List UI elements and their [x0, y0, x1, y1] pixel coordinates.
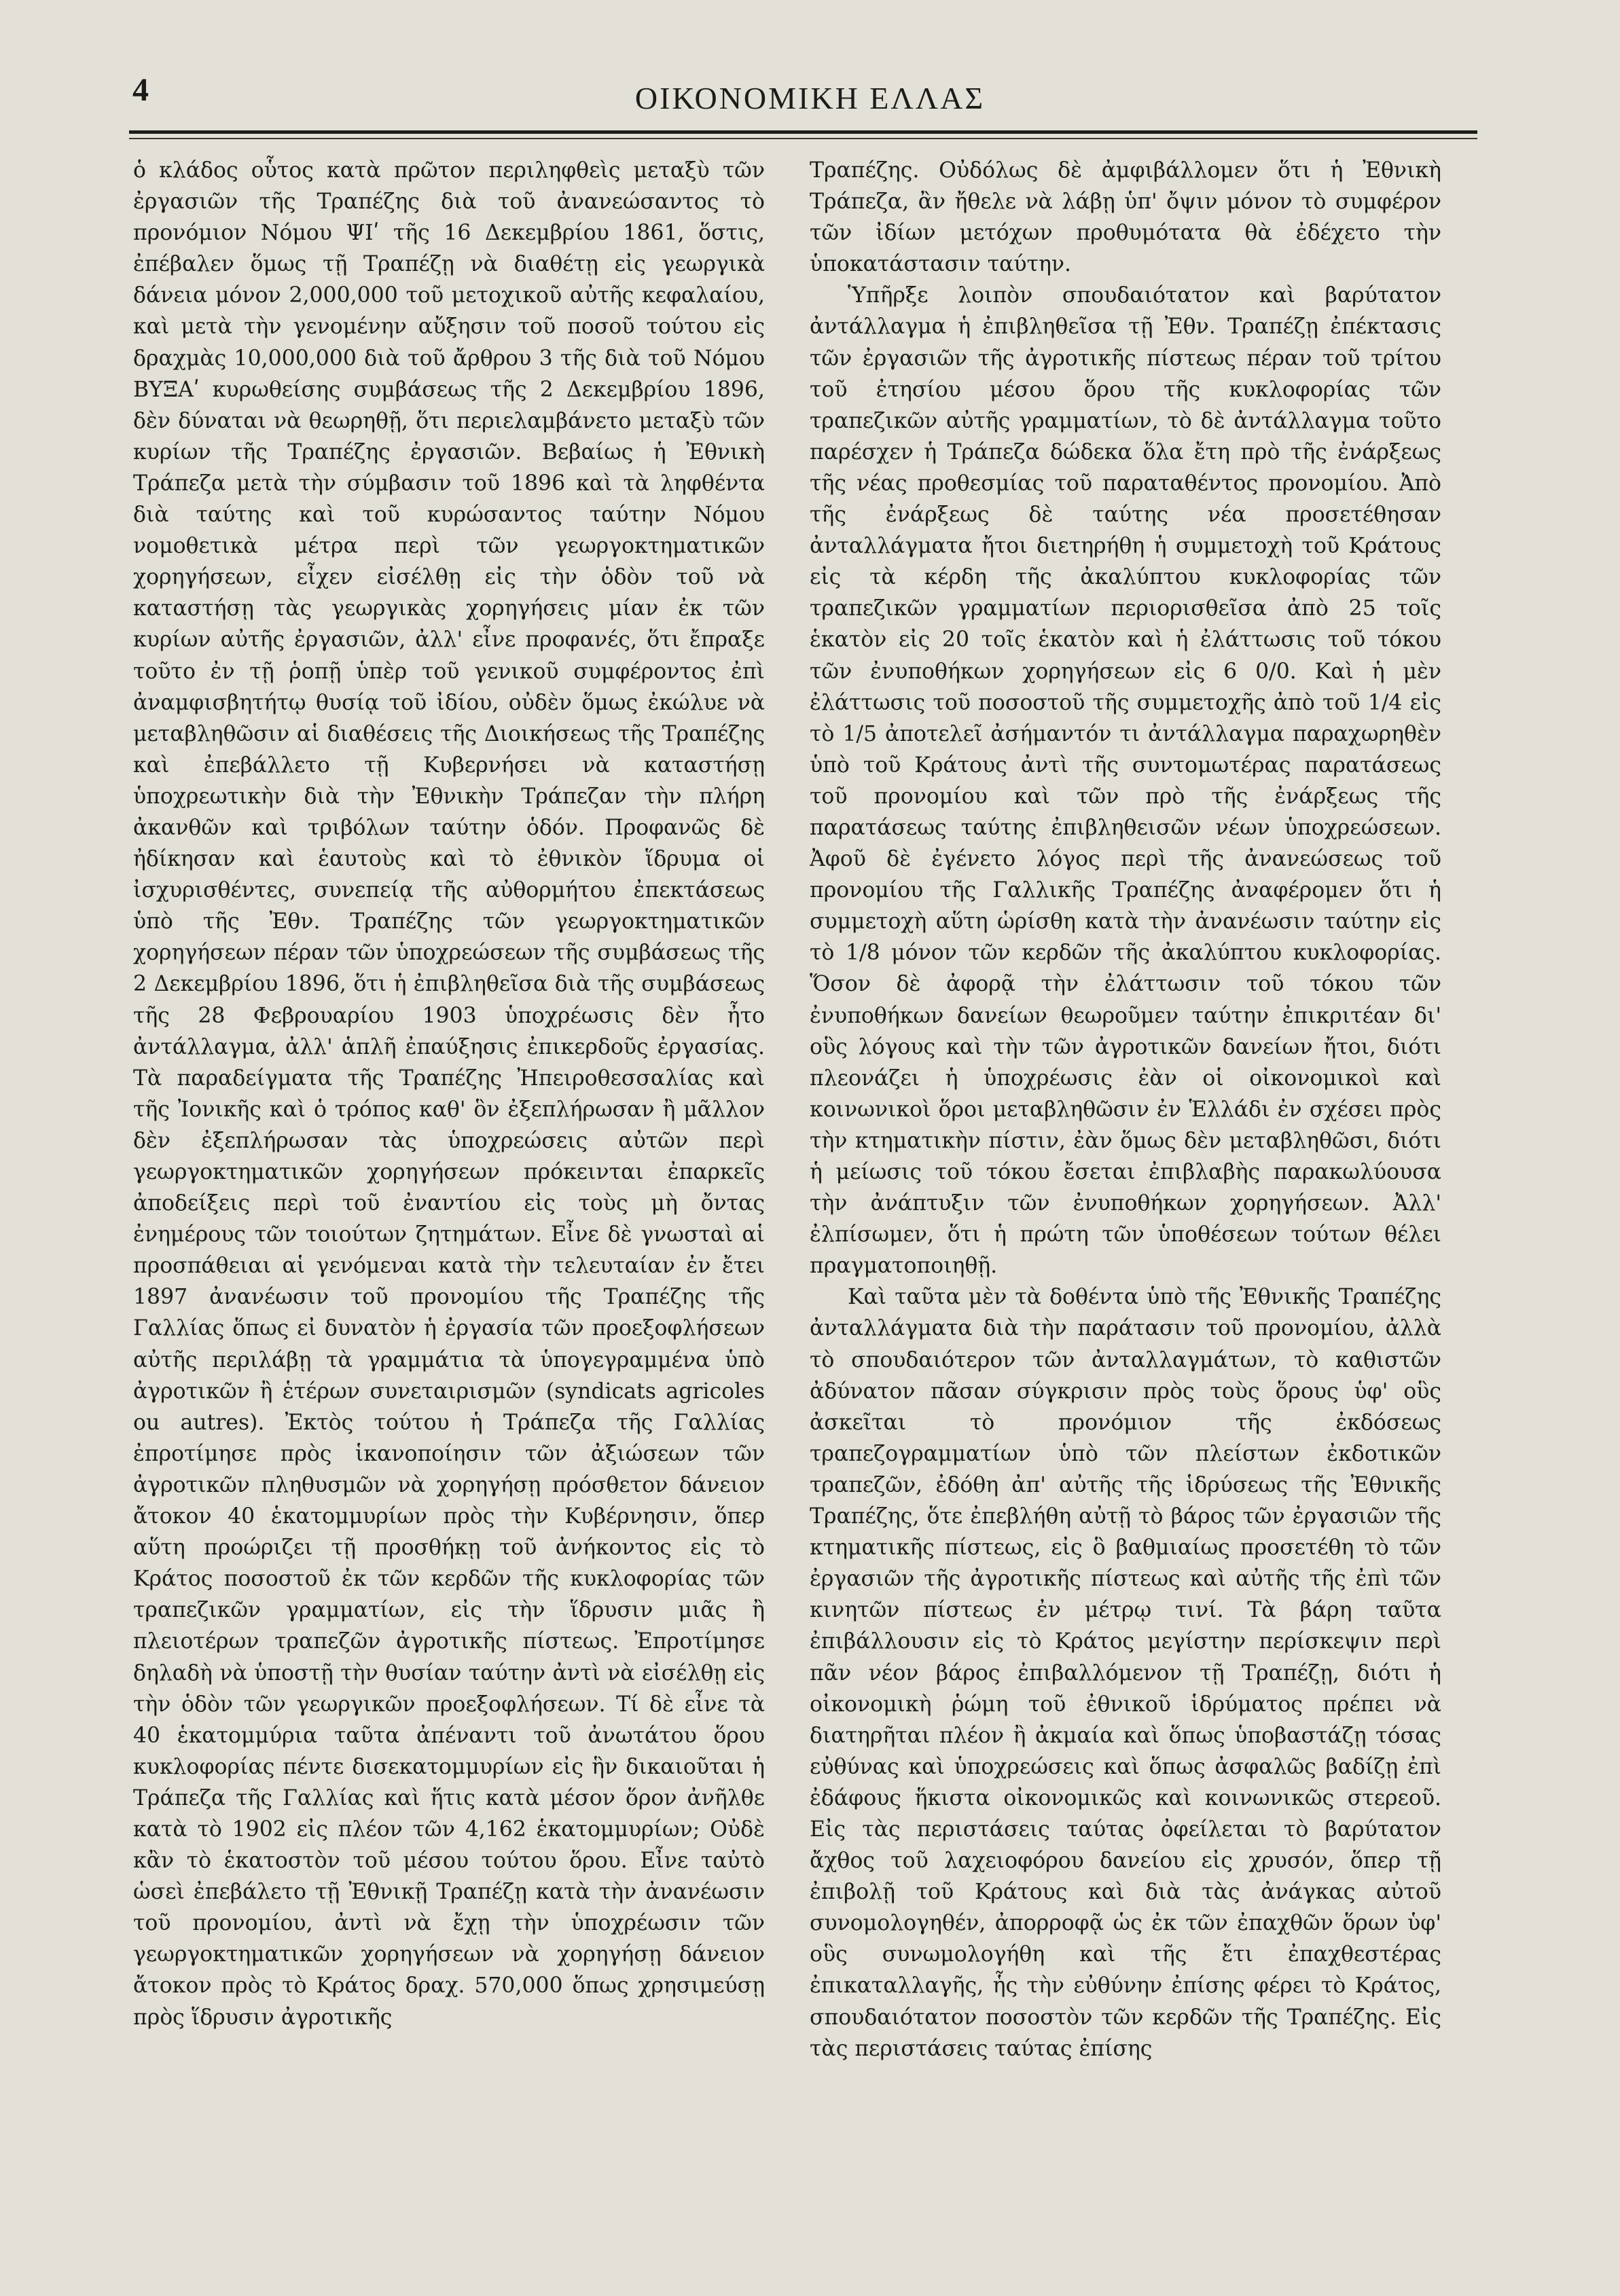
- right-column: [810, 155, 1441, 2185]
- running-head: ΟΙΚΟΝΟΜΙΚΗ ΕΛΛΑΣ: [634, 81, 986, 115]
- left-paragraph-1: ὁ κλάδος οὗτος κατὰ πρῶτον περιληφθεὶς μεταξὺ τῶν ἐργασιῶν τῆς Τραπέζης διὰ τοῦ ἀνανεώσαντος τὸ προνόμιον Νόμου ΨΙʹ τῆς 16 Δεκεμβρίου 1861, ὅστις, ἐπέβαλεν ὅμως τῇ Τραπέζῃ νὰ διαθέτῃ εἰς γεωργικὰ δάνεια μόνον 2,000,000 τοῦ μετοχικοῦ αὐτῆς κεφαλαίου, καὶ μετὰ τὴν γενομένην αὔξησιν τοῦ ποσοῦ τούτου εἰς δραχμὰς 10,000,000 διὰ τοῦ ἄρθρου 3 τῆς διὰ τοῦ Νόμου ΒΥΞΑʹ κυρωθείσης συμβάσεως τῆς 2 Δεκεμβρίου 1896, δὲν δύναται νὰ θεωρηθῇ, ὅτι περιελαμβάνετο μεταξὺ τῶν κυρίων τῆς Τραπέζης ἐργασιῶν. Βεβαίως ἡ Ἐθνικὴ Τράπεζα μετὰ τὴν σύμβασιν τοῦ 1896 καὶ τὰ ληφθέντα διὰ ταύτης καὶ τοῦ κυρώσαντος ταύτην Νόμου νομοθετικὰ μέτρα περὶ τῶν γεωργοκτηματικῶν χορηγήσεων, εἶχεν εἰσέλθῃ εἰς τὴν ὁδὸν τοῦ νὰ καταστήσῃ τὰς γεωργικὰς χορηγήσεις μίαν ἐκ τῶν κυρίων αὐτῆς ἐργασιῶν, ἀλλ' εἶνε προφανές, ὅτι ἔπραξε τοῦτο ἐν τῇ ῥοπῇ ὑπὲρ τοῦ γενικοῦ συμφέροντος ἐπὶ ἀναμφισβητήτῳ θυσίᾳ τοῦ ἰδίου, οὐδὲν ὅμως ἐκώλυε νὰ μεταβληθῶσιν αἱ διαθέσεις τῆς Διοικήσεως τῆς Τραπέζης καὶ ἐπεβάλλετο τῇ Κυβερνήσει νὰ καταστήσῃ ὑποχρεωτικὴν διὰ τὴν Ἐθνικὴν Τράπεζαν τὴν πλήρη ἀκανθῶν καὶ τριβόλων ταύτην ὁδόν. Προφανῶς δὲ ἠδίκησαν καὶ ἑαυτοὺς καὶ τὸ ἐθνικὸν ἵδρυμα οἱ ἰσχυρισθέντες, συνεπείᾳ τῆς αὐθορμήτου ἐπεκτάσεως ὑπὸ τῆς Ἐθν. Τραπέζης τῶν γεωργοκτηματικῶν χορηγήσεων πέραν τῶν ὑποχρεώσεων τῆς συμβάσεως τῆς 2 Δεκεμβρίου 1896, ὅτι ἡ ἐπιβληθεῖσα διὰ τῆς συμβάσεως τῆς 28 Φεβρουαρίου 1903 ὑποχρέωσις δὲν ἦτο ἀντάλλαγμα, ἀλλ' ἁπλῆ ἐπαύξησις ἐπικερδοῦς ἐργασίας. Τὰ παραδείγματα τῆς Τραπέζης Ἠπειροθεσσαλίας καὶ τῆς Ἰονικῆς καὶ ὁ τρόπος καθ' ὃν ἐξεπλήρωσαν ἢ μᾶλλον δὲν ἐξεπλήρωσαν τὰς ὑποχρεώσεις αὐτῶν περὶ γεωργοκτηματικῶν χορηγήσεων πρόκεινται ἐπαρκεῖς ἀποδείξεις περὶ τοῦ ἐναντίου εἰς τοὺς μὴ ὄντας ἐνημέρους τῶν τοιούτων ζητημάτων. Εἶνε δὲ γνωσταὶ αἱ προσπάθειαι αἱ γενόμεναι κατὰ τὴν τελευταίαν ἐν ἔτει 1897 ἀνανέωσιν τοῦ προνομίου τῆς Τραπέζης τῆς Γαλλίας ὅπως εἰ δυνατὸν ἡ ἐργασία τῶν προεξοφλήσεων αὐτῆς περιλάβῃ τὰ γραμμάτια τὰ ὑπογεγραμμένα ὑπὸ ἀγροτικῶν ἢ ἑτέρων συνεταιρισμῶν (syndicats agricoles ou autres). Ἐκτὸς τούτου ἡ Τράπεζα τῆς Γαλλίας ἐπροτίμησε πρὸς ἱκανοποίησιν τῶν ἀξιώσεων τῶν ἀγροτικῶν πληθυσμῶν νὰ χορηγήσῃ πρόσθετον δάνειον ἄτοκον 40 ἑκατομμυρίων πρὸς τὴν Κυβέρνησιν, ὅπερ αὕτη προώριζει τῇ προσθήκῃ τοῦ ἀνήκοντος εἰς τὸ Κράτος ποσοστοῦ ἐκ τῶν κερδῶν τῆς κυκλοφορίας τῶν τραπεζικῶν γραμματίων, εἰς τὴν ἵδρυσιν μιᾶς ἢ πλειοτέρων τραπεζῶν ἀγροτικῆς πίστεως. Ἐπροτίμησε δηλαδὴ νὰ ὑποστῇ τὴν θυσίαν ταύτην ἀντὶ νὰ εἰσέλθῃ εἰς τὴν ὁδὸν τῶν γεωργικῶν προεξοφλήσεων. Τί δὲ εἶνε τὰ 40 ἑκατομμύρια ταῦτα ἀπέναντι τοῦ ἀνωτάτου ὅρου κυκλοφορίας πέντε δισεκατομμυρίων εἰς ἣν δικαιοῦται ἡ Τράπεζα τῆς Γαλλίας καὶ ἥτις κατὰ μέσον ὅρον ἀνῆλθε κατὰ τὸ 1902 εἰς πλέον τῶν 4,162 ἑκατομμυρίων; Οὐδὲ κἂν τὸ ἑκατοστὸν τοῦ μέσου τούτου ὅρου. Εἶνε ταὐτὸ ὡσεὶ ἐπεβάλετο τῇ Ἐθνικῇ Τραπέζῃ κατὰ τὴν ἀνανέωσιν τοῦ προνομίου, ἀντὶ νὰ ἔχῃ τὴν ὑποχρέωσιν τῶν γεωργοκτηματικῶν χορηγήσεων νὰ χορηγήσῃ δάνειον ἄτοκον πρὸς τὸ Κράτος δραχ. 570,000 ὅπως χρησιμεύσῃ πρὸς ἵδρυσιν ἀγροτικῆς: [133, 158, 765, 2030]
- left-column: [133, 155, 765, 2185]
- right-paragraph-3: Καὶ ταῦτα μὲν τὰ δοθέντα ὑπὸ τῆς Ἐθνικῆς Τραπέζης ἀνταλλάγματα διὰ τὴν παράτασιν τοῦ προνομίου, ἀλλὰ τὸ σπουδαιότερον τῶν ἀνταλλαγμάτων, τὸ καθιστῶν ἀδύνατον πᾶσαν σύγκρισιν πρὸς τοὺς ὅρους ὑφ' οὓς ἀσκεῖται τὸ προνόμιον τῆς ἐκδόσεως τραπεζογραμματίων ὑπὸ τῶν πλείστων ἐκδοτικῶν τραπεζῶν, ἐδόθη ἀπ' αὐτῆς τῆς ἱδρύσεως τῆς Ἐθνικῆς Τραπέζης, ὅτε ἐπεβλήθη αὐτῇ τὸ βάρος τῶν ἐργασιῶν τῆς κτηματικῆς πίστεως, εἰς ὃ βαθμιαίως προσετέθη τὸ τῶν ἐργασιῶν τῆς ἀγροτικῆς πίστεως καὶ αὐτῆς τῆς ἐπὶ τῶν κινητῶν πίστεως ἐν μέτρῳ τινί. Τὰ βάρη ταῦτα ἐπιβάλλουσιν εἰς τὸ Κράτος μεγίστην περίσκεψιν περὶ πᾶν νέον βάρος ἐπιβαλλόμενον τῇ Τραπέζῃ, διότι ἡ οἰκονομικὴ ῥώμη τοῦ ἐθνικοῦ ἱδρύματος πρέπει νὰ διατηρῆται πλέον ἢ ἀκμαία καὶ ὅπως ὑποβαστάζῃ τόσας εὐθύνας καὶ ὑποχρεώσεις καὶ ὅπως ἀσφαλῶς βαδίζῃ ἐπὶ ἐδάφους ἥκιστα οἰκονομικῶς καὶ κοινωνικῶς στερεοῦ. Εἰς τὰς περιστάσεις ταύτας ὀφείλεται τὸ βαρύτατον ἄχθος τοῦ λαχειοφόρου δανείου εἰς χρυσόν, ὅπερ τῇ ἐπιβολῇ τοῦ Κράτους καὶ διὰ τὰς ἀνάγκας αὐτοῦ συνομολογηθέν, ἀπορροφᾷ ὡς ἐκ τῶν ἐπαχθῶν ὅρων ὑφ' οὓς συνωμολογήθη καὶ τῆς ἔτι ἐπαχθεστέρας ἐπικαταλλαγῆς, ἧς τὴν εὐθύνην ἐπίσης φέρει τὸ Κράτος, σπουδαιότατον ποσοστὸν τῶν κερδῶν τῆς Τραπέζης. Εἰς τὰς περιστάσεις ταύτας ἐπίσης: [810, 1285, 1441, 2061]
- header-rule-thin: [129, 138, 1477, 139]
- right-paragraph-2: Ὑπῆρξε λοιπὸν σπουδαιότατον καὶ βαρύτατον ἀντάλλαγμα ἡ ἐπιβληθεῖσα τῇ Ἐθν. Τραπέζῃ ἐπέκτασις τῶν ἐργασιῶν τῆς ἀγροτικῆς πίστεως πέραν τοῦ τρίτου τοῦ ἐτησίου μέσου ὅρου τῆς κυκλοφορίας τῶν τραπεζικῶν αὐτῆς γραμματίων, τὸ δὲ ἀντάλλαγμα τοῦτο παρέσχεν ἡ Τράπεζα δώδεκα ὅλα ἔτη πρὸ τῆς ἐνάρξεως τῆς νέας προθεσμίας τοῦ παραταθέντος προνομίου. Ἀπὸ τῆς ἐνάρξεως δὲ ταύτης νέα προσετέθησαν ἀνταλλάγματα ἤτοι διετηρήθη ἡ συμμετοχὴ τοῦ Κράτους εἰς τὰ κέρδη τῆς ἀκαλύπτου κυκλοφορίας τῶν τραπεζικῶν γραμματίων περιορισθεῖσα ἀπὸ 25 τοῖς ἑκατὸν εἰς 20 τοῖς ἑκατὸν καὶ ἡ ἐλάττωσις τοῦ τόκου τῶν ἐνυποθήκων χορηγήσεων εἰς 6 0/0. Καὶ ἡ μὲν ἐλάττωσις τοῦ ποσοστοῦ τῆς συμμετοχῆς ἀπὸ τοῦ 1/4 εἰς τὸ 1/5 ἀποτελεῖ ἀσήμαντόν τι ἀντάλλαγμα παραχωρηθὲν ὑπὸ τοῦ Κράτους ἀντὶ τῆς συντομωτέρας παρατάσεως τοῦ προνομίου καὶ τῶν πρὸ τῆς ἐνάρξεως τῆς παρατάσεως ταύτης ἐπιβληθεισῶν νέων ὑποχρεώσεων. Ἀφοῦ δὲ ἐγένετο λόγος περὶ τῆς ἀνανεώσεως τοῦ προνομίου τῆς Γαλλικῆς Τραπέζης ἀναφέρομεν ὅτι ἡ συμμετοχὴ αὕτη ὡρίσθη κατὰ τὴν ἀνανέωσιν ταύτην εἰς τὸ 1/8 μόνον τῶν κερδῶν τῆς ἀκαλύπτου κυκλοφορίας. Ὅσον δὲ ἀφορᾷ τὴν ἐλάττωσιν τοῦ τόκου τῶν ἐνυποθήκων δανείων θεωροῦμεν ταύτην ἐπικριτέαν δι' οὓς λόγους καὶ τὴν τῶν ἀγροτικῶν δανείων ἤτοι, διότι πλεονάζει ἡ ὑποχρέωσις ἐὰν οἱ οἰκονομικοὶ καὶ κοινωνικοὶ ὅροι μεταβληθῶσιν ἐν Ἑλλάδι ἐν σχέσει πρὸς τὴν κτηματικὴν πίστιν, ἐὰν ὅμως δὲν μεταβληθῶσι, διότι ἡ μείωσις τοῦ τόκου ἔσεται ἐπιβλαβὴς παρακωλύουσα τὴν ἀνάπτυξιν τῶν ἐνυποθήκων χορηγήσεων. Ἀλλ' ἐλπίσωμεν, ὅτι ἡ πρώτη τῶν ὑποθέσεων τούτων θέλει πραγματοποιηθῇ.: [810, 283, 1441, 1279]
- page-number: 4: [132, 72, 149, 108]
- header-rule-thick: [129, 130, 1477, 134]
- right-paragraph-1: Τραπέζης. Οὐδόλως δὲ ἀμφιβάλλομεν ὅτι ἡ Ἐθνικὴ Τράπεζα, ἂν ἤθελε νὰ λάβῃ ὑπ' ὄψιν μόνον τὸ συμφέρον τῶν ἰδίων μετόχων προθυμότατα θὰ ἐδέχετο τὴν ὑποκατάστασιν ταύτην.: [810, 158, 1441, 277]
